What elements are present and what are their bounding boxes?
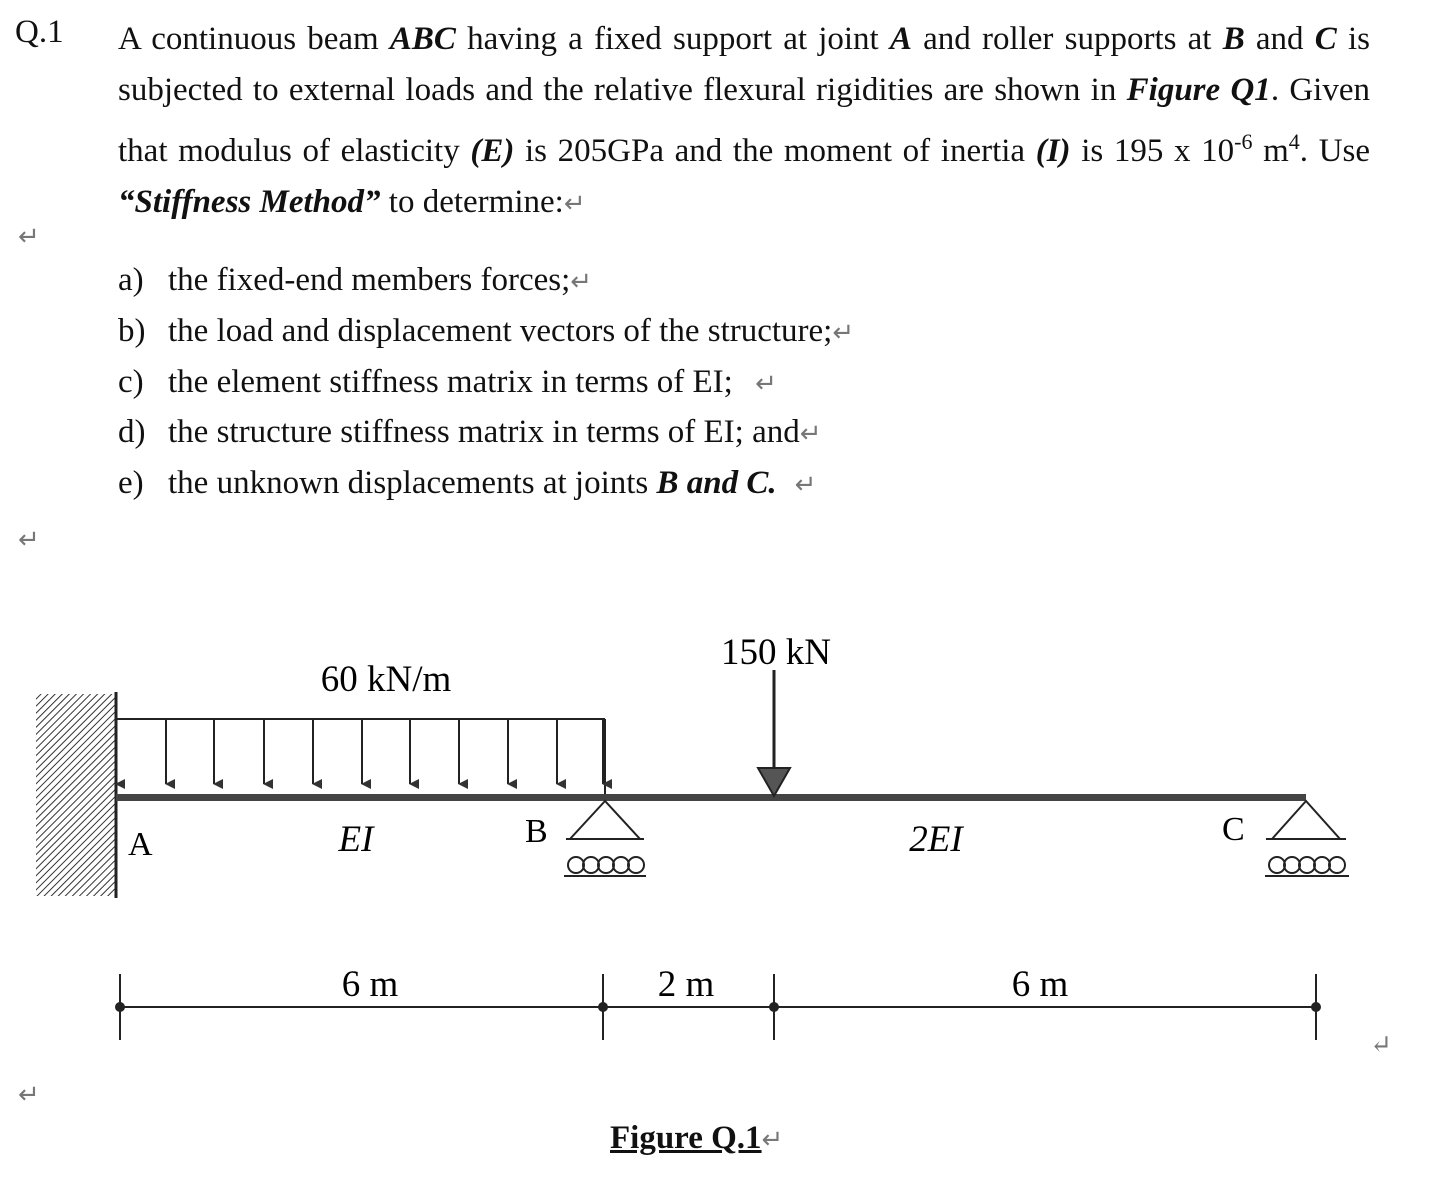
question-text-run: 195 x 10 [1113,133,1235,169]
question-text-run: A continuous beam [118,21,390,57]
part-text: the fixed-end members forces; [168,262,571,298]
question-text-run: 4 [1288,129,1300,154]
list-item [118,262,592,299]
dimension-load-c-label: 6 m [1011,964,1069,1005]
list-item [118,414,822,451]
emphasis-text: (I) [1035,133,1071,169]
question-text-run: m [1252,133,1289,169]
paragraph-mark: ↵ [1370,1030,1392,1059]
question-text-run [1223,21,1245,57]
point-load-arrow [758,670,790,796]
emphasis-text: C [1314,21,1337,57]
paragraph-mark: ↵ [563,189,586,219]
part-text: the unknown displacements at joints [168,465,657,501]
part-label: d) [118,414,146,450]
part-text: the load and displacement vectors of the structure; [168,313,833,349]
question-text-run: is 205GPa and the moment of inertia [514,133,1036,169]
joint-b-label: B [525,813,548,850]
beam [116,794,1306,801]
joint-a-label: A [128,826,153,863]
question-text-run: -6 [1234,129,1253,154]
paragraph-mark: ↵ [18,1080,40,1110]
paragraph-mark: ↵ [799,419,822,449]
question-text-run [390,21,456,57]
dimension-ab-label: 6 m [341,964,399,1005]
span2-rigidity: 2EI [909,819,963,860]
roller-support-b [564,801,646,876]
question-text-run [1127,72,1221,108]
question-text-run: having a fixed support at joint [455,21,890,57]
paragraph-mark: ↵ [18,525,40,555]
list-item [118,313,854,350]
dimension-line [116,974,1320,1040]
emphasis-text: Figure [1126,72,1221,108]
part-emphasis: B and C. [656,465,777,501]
question-text-run: and [1244,21,1304,57]
part-text: the structure stiffness matrix in terms of EI; and [168,414,800,450]
dimension-b-load-label: 2 m [657,964,715,1005]
question-text [118,14,1370,230]
emphasis-text: B [1222,21,1245,57]
emphasis-text: (E) [470,133,515,169]
paragraph-mark: ↵ [755,369,777,399]
emphasis-text: “Stiffness Method” [118,184,381,220]
question-text-run: . Use [1299,133,1371,169]
joint-c-label: C [1222,811,1245,848]
roller-support-c [1265,801,1349,876]
part-text: the element stiffness matrix in terms of EI; [168,364,742,400]
paragraph-mark: ↵ [570,267,593,297]
question-text-run: and roller supports at [911,21,1223,57]
paragraph-mark: ↵ [761,1125,784,1155]
fixed-support-a [36,694,116,896]
beam-figure [0,600,1432,1070]
list-item [118,364,777,401]
question-text-run [1315,21,1337,57]
figure-caption-text: Figure Q.1 [610,1120,762,1156]
part-label: a) [118,262,144,298]
figure-caption [610,1120,783,1157]
question-text-run [470,133,514,169]
question-text-run: is [1070,133,1104,169]
question-text-run [890,21,912,57]
part-label: b) [118,313,146,349]
emphasis-text: ABC [389,21,456,57]
paragraph-mark: ↵ [18,222,40,252]
question-text-run [1036,133,1071,169]
question-text-run: . Given that modulus of elasticity [118,72,1370,169]
emphasis-text: A [889,21,912,57]
question-text-run: to determine: [380,184,564,220]
part-label: e) [118,465,144,501]
question-number: Q.1 [15,14,64,50]
question-text-run: is subjected to external loads and the relative flexural rigidities are shown in [118,21,1370,108]
span1-rigidity: EI [338,819,374,860]
part-label: c) [118,364,144,400]
question-text-run [118,184,381,220]
udl-label: 60 kN/m [320,659,452,700]
paragraph-mark: ↵ [794,470,817,500]
question-text-run [1230,72,1270,108]
point-load-label: 150 kN [721,632,831,673]
list-item [118,465,816,502]
emphasis-text: Q1 [1230,72,1271,108]
distributed-load [116,719,605,794]
paragraph-mark: ↵ [832,318,855,348]
